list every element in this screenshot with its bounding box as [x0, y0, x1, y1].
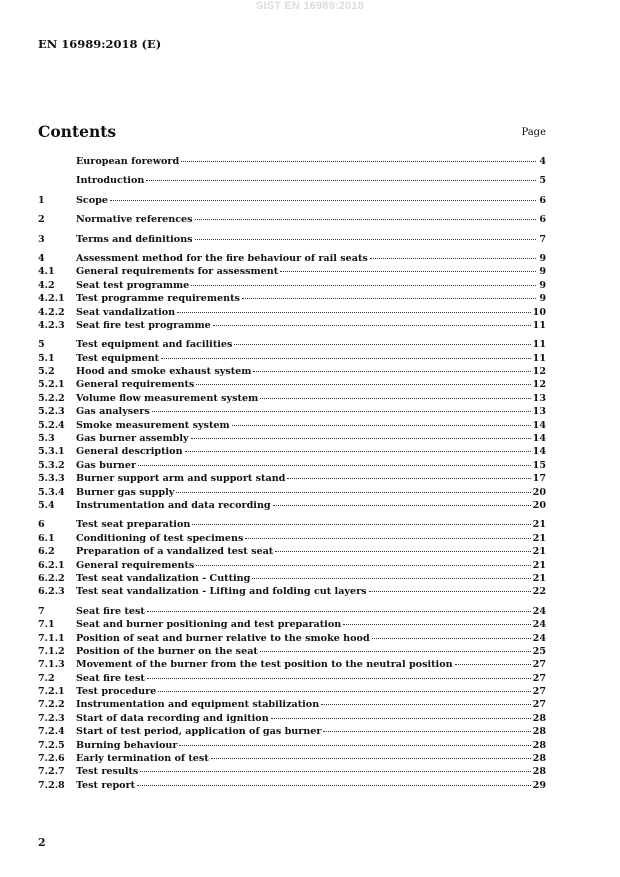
- toc-dot-leader: [245, 538, 530, 539]
- toc-dot-leader: [147, 678, 531, 679]
- toc-dot-leader: [195, 239, 536, 240]
- toc-entry-number: 7.2: [38, 672, 55, 684]
- page-number: 2: [38, 836, 46, 849]
- toc-entry[interactable]: [38, 338, 546, 351]
- toc-entry-number: 4.2: [38, 279, 55, 291]
- toc-group: [38, 213, 546, 226]
- document-id: EN 16989:2018 (E): [38, 37, 162, 51]
- page-column-label: Page: [521, 127, 546, 138]
- toc-dot-leader: [253, 371, 530, 372]
- toc-entry-page: 25: [532, 645, 546, 657]
- toc-dot-leader: [192, 524, 530, 525]
- toc-entry-page: 5: [539, 175, 546, 187]
- toc-entry[interactable]: [38, 518, 546, 531]
- toc-dot-leader: [321, 704, 530, 705]
- toc-dot-leader: [176, 492, 530, 493]
- toc-entry-page: 14: [532, 446, 546, 458]
- toc-dot-leader: [138, 465, 531, 466]
- toc-entry-page: 9: [539, 266, 546, 278]
- toc-entry-number: 5.3: [38, 433, 55, 445]
- toc-entry-title: Test seat vandalization - Lifting and folding cut layers: [76, 586, 367, 598]
- toc-entry[interactable]: [38, 352, 546, 365]
- toc-entry-number: 5.3.1: [38, 446, 65, 458]
- toc-entry-title: Seat fire test: [76, 672, 145, 684]
- toc-entry-page: 27: [532, 699, 546, 711]
- toc-dot-leader: [161, 358, 531, 359]
- toc-dot-leader: [137, 785, 531, 786]
- toc-entry-title: General requirements: [76, 379, 195, 391]
- toc-dot-leader: [191, 438, 531, 439]
- toc-entry-page: 12: [532, 366, 546, 378]
- toc-entry[interactable]: [38, 486, 546, 499]
- toc-dot-leader: [369, 591, 531, 592]
- toc-dot-leader: [196, 565, 530, 566]
- toc-entry-title: Seat fire test: [76, 605, 145, 617]
- toc-entry-number: 7.2.7: [38, 766, 65, 778]
- toc-entry[interactable]: [38, 585, 546, 598]
- toc-entry[interactable]: [38, 618, 546, 631]
- toc-entry-page: 27: [532, 686, 546, 698]
- toc-dot-leader: [372, 638, 531, 639]
- toc-entry-title: General requirements for assessment: [76, 266, 279, 278]
- toc-entry-page: 14: [532, 433, 546, 445]
- toc-entry[interactable]: [38, 213, 546, 226]
- toc-group: [38, 252, 546, 332]
- toc-entry[interactable]: [38, 739, 546, 752]
- toc-entry-title: Test procedure: [76, 686, 157, 698]
- toc-entry-title: Movement of the burner from the test position to the neutral position: [76, 659, 453, 671]
- toc-entry[interactable]: [38, 432, 546, 445]
- toc-entry-page: 20: [532, 486, 546, 498]
- toc-entry-title: Test seat vandalization - Cutting: [76, 572, 251, 584]
- toc-entry[interactable]: [38, 292, 546, 305]
- toc-entry-number: 5.2: [38, 366, 55, 378]
- toc-entry-number: 5.3.3: [38, 473, 65, 485]
- toc-entry-page: 21: [532, 519, 546, 531]
- toc-entry-number: 6: [38, 519, 45, 531]
- toc-entry-number: 7.1.2: [38, 645, 65, 657]
- toc-dot-leader: [252, 578, 530, 579]
- toc-dot-leader: [455, 664, 531, 665]
- toc-entry[interactable]: [38, 572, 546, 585]
- toc-entry-page: 24: [532, 619, 546, 631]
- toc-entry-page: 21: [532, 546, 546, 558]
- toc-dot-leader: [140, 771, 530, 772]
- toc-entry-number: 5.1: [38, 352, 55, 364]
- toc-entry-title: Test results: [76, 766, 139, 778]
- toc-dot-leader: [323, 731, 530, 732]
- toc-entry-title: Gas burner assembly: [76, 433, 189, 445]
- toc-entry[interactable]: [38, 306, 546, 319]
- toc-entry-number: 4.2.1: [38, 293, 65, 305]
- toc-entry-title: Test programme requirements: [76, 293, 240, 305]
- toc-entry-title: Seat vandalization: [76, 306, 176, 318]
- toc-entry[interactable]: [38, 319, 546, 332]
- toc-entry-number: 5.3.4: [38, 486, 65, 498]
- toc-entry-page: 24: [532, 632, 546, 644]
- toc-entry-page: 9: [539, 252, 546, 264]
- toc-dot-leader: [195, 219, 536, 220]
- toc-entry[interactable]: [38, 365, 546, 378]
- toc-entry-title: Conditioning of test specimens: [76, 532, 244, 544]
- toc-entry-title: Volume flow measurement system: [76, 392, 259, 404]
- toc-entry-page: 20: [532, 499, 546, 511]
- toc-entry-title: Position of seat and burner relative to the smoke hood: [76, 632, 370, 644]
- toc-entry-number: 6.2.3: [38, 586, 65, 598]
- toc-group: [38, 605, 546, 792]
- toc-entry-number: 1: [38, 194, 45, 206]
- toc-dot-leader: [177, 312, 531, 313]
- toc-entry-page: 27: [532, 672, 546, 684]
- toc-entry-title: Seat and burner positioning and test preparation: [76, 619, 342, 631]
- toc-dot-leader: [146, 180, 536, 181]
- toc-entry-number: 7.1: [38, 619, 55, 631]
- toc-entry[interactable]: [38, 155, 546, 168]
- toc-entry[interactable]: [38, 712, 546, 725]
- toc-dot-leader: [343, 624, 530, 625]
- toc-entry-number: 5.4: [38, 499, 55, 511]
- toc-entry[interactable]: [38, 378, 546, 391]
- toc-entry-number: 7.2.2: [38, 699, 65, 711]
- toc-dot-leader: [242, 298, 536, 299]
- toc-entry-title: Gas analysers: [76, 406, 150, 418]
- toc-entry-number: 7.2.4: [38, 726, 65, 738]
- toc-entry-page: 24: [532, 605, 546, 617]
- toc-dot-leader: [280, 271, 536, 272]
- toc-dot-leader: [271, 718, 531, 719]
- toc-entry-title: Gas burner: [76, 459, 137, 471]
- toc-entry-title: European foreword: [76, 156, 180, 167]
- toc-entry[interactable]: [38, 779, 546, 792]
- toc-entry-title: Terms and definitions: [76, 233, 193, 245]
- toc-entry-title: Seat test programme: [76, 279, 190, 291]
- toc-entry-title: Scope: [76, 194, 108, 206]
- toc-entry-page: 29: [532, 779, 546, 791]
- toc-group: [38, 194, 546, 207]
- toc-entry[interactable]: [38, 685, 546, 698]
- toc-entry-title: General requirements: [76, 559, 195, 571]
- toc-entry[interactable]: [38, 532, 546, 545]
- toc-entry-title: Burner gas supply: [76, 486, 175, 498]
- toc-entry-number: 3: [38, 233, 45, 245]
- toc-entry-page: 21: [532, 532, 546, 544]
- toc-entry-number: 6.2.1: [38, 559, 65, 571]
- toc-entry-title: Assessment method for the fire behaviour of rail seats: [76, 252, 368, 264]
- toc-entry-page: 12: [532, 379, 546, 391]
- toc-entry[interactable]: [38, 392, 546, 405]
- toc-dot-leader: [275, 551, 530, 552]
- toc-entry-page: 28: [532, 739, 546, 751]
- toc-entry-page: 22: [532, 586, 546, 598]
- toc-entry-number: 5: [38, 339, 45, 351]
- toc-entry-number: 7.2.8: [38, 779, 65, 791]
- toc-dot-leader: [147, 611, 531, 612]
- toc-entry-title: Test equipment and facilities: [76, 339, 233, 351]
- toc-entry-number: 7: [38, 605, 45, 617]
- toc-entry-number: 5.2.2: [38, 392, 65, 404]
- toc-entry-title: Instrumentation and equipment stabilization: [76, 699, 320, 711]
- toc-entry[interactable]: [38, 698, 546, 711]
- toc-entry-title: Position of the burner on the seat: [76, 645, 258, 657]
- toc-entry-page: 13: [532, 406, 546, 418]
- toc-entry[interactable]: [38, 252, 546, 265]
- toc-entry-number: 4.2.2: [38, 306, 65, 318]
- contents-heading: Contents: [38, 122, 117, 141]
- toc-entry-title: Burning behaviour: [76, 739, 178, 751]
- toc-entry-title: Test equipment: [76, 352, 160, 364]
- toc-entry[interactable]: [38, 672, 546, 685]
- toc-entry[interactable]: [38, 725, 546, 738]
- toc-entry-title: General description: [76, 446, 183, 458]
- toc-dot-leader: [260, 651, 531, 652]
- toc-entry-number: 5.2.4: [38, 419, 65, 431]
- toc-entry-page: 28: [532, 753, 546, 765]
- toc-entry-number: 4: [38, 252, 45, 264]
- toc-entry-number: 4.2.3: [38, 319, 65, 331]
- toc-group: [38, 155, 546, 168]
- toc-entry-page: 27: [532, 659, 546, 671]
- toc-entry-number: 7.2.6: [38, 753, 65, 765]
- toc-entry-page: 4: [539, 156, 546, 167]
- toc-entry[interactable]: [38, 265, 546, 278]
- toc-entry[interactable]: [38, 405, 546, 418]
- toc-dot-leader: [158, 691, 530, 692]
- toc-entry-title: Test report: [76, 779, 136, 791]
- watermark: SIST EN 16989:2018: [255, 0, 365, 12]
- toc-entry-page: 28: [532, 766, 546, 778]
- toc-entry[interactable]: [38, 765, 546, 778]
- toc-dot-leader: [191, 285, 536, 286]
- toc-entry-page: 14: [532, 419, 546, 431]
- toc-entry[interactable]: [38, 459, 546, 472]
- toc-entry[interactable]: [38, 233, 546, 246]
- toc-entry[interactable]: [38, 279, 546, 292]
- toc-entry-number: 6.2: [38, 546, 55, 558]
- toc-entry[interactable]: [38, 645, 546, 658]
- toc-entry-title: Test seat preparation: [76, 519, 191, 531]
- toc-dot-leader: [213, 325, 531, 326]
- toc-entry-title: Instrumentation and data recording: [76, 499, 271, 511]
- toc-entry-title: Start of data recording and ignition: [76, 712, 269, 724]
- toc-dot-leader: [110, 200, 536, 201]
- toc-entry[interactable]: [38, 605, 546, 618]
- toc-entry-title: Smoke measurement system: [76, 419, 230, 431]
- toc-entry-number: 6.1: [38, 532, 55, 544]
- toc-entry[interactable]: [38, 472, 546, 485]
- toc-group: [38, 233, 546, 246]
- toc-dot-leader: [181, 161, 536, 162]
- toc-dot-leader: [287, 478, 530, 479]
- toc-entry-page: 11: [532, 352, 546, 364]
- toc-entry-number: 4.1: [38, 266, 55, 278]
- toc-dot-leader: [211, 758, 531, 759]
- toc-dot-leader: [260, 398, 530, 399]
- toc-dot-leader: [234, 344, 530, 345]
- toc-group: [38, 338, 546, 512]
- toc-group: [38, 174, 546, 187]
- toc-entry-title: Introduction: [76, 175, 145, 187]
- toc-entry-number: 2: [38, 214, 45, 226]
- toc-entry-page: 21: [532, 559, 546, 571]
- toc-entry-title: Preparation of a vandalized test seat: [76, 546, 274, 558]
- toc-dot-leader: [179, 745, 530, 746]
- toc-entry-title: Start of test period, application of gas burner: [76, 726, 322, 738]
- toc-entry[interactable]: [38, 632, 546, 645]
- toc-entry[interactable]: [38, 752, 546, 765]
- toc-entry-page: 11: [532, 339, 546, 351]
- toc-entry-page: 17: [532, 473, 546, 485]
- toc-entry[interactable]: [38, 174, 546, 187]
- toc-entry[interactable]: [38, 445, 546, 458]
- toc-entry-title: Hood and smoke exhaust system: [76, 366, 252, 378]
- toc-entry-number: 5.3.2: [38, 459, 65, 471]
- toc-entry-page: 28: [532, 712, 546, 724]
- toc-dot-leader: [152, 411, 531, 412]
- toc-dot-leader: [232, 425, 531, 426]
- toc-group: [38, 518, 546, 598]
- toc-entry-page: 6: [539, 194, 546, 206]
- toc-entry-page: 13: [532, 392, 546, 404]
- toc-entry-page: 10: [532, 306, 546, 318]
- toc-entry-number: 5.2.3: [38, 406, 65, 418]
- toc-entry-title: Early termination of test: [76, 753, 209, 765]
- toc-entry-page: 21: [532, 572, 546, 584]
- toc-entry-number: 6.2.2: [38, 572, 65, 584]
- toc-entry-number: 7.2.1: [38, 686, 65, 698]
- toc-entry-page: 9: [539, 279, 546, 291]
- toc-entry-page: 9: [539, 293, 546, 305]
- toc-entry-page: 11: [532, 319, 546, 331]
- toc-entry[interactable]: [38, 194, 546, 207]
- toc-entry-page: 28: [532, 726, 546, 738]
- toc-dot-leader: [370, 258, 536, 259]
- toc-entry-page: 6: [539, 214, 546, 226]
- toc-entry-number: 7.2.5: [38, 739, 65, 751]
- table-of-contents: [38, 155, 546, 798]
- toc-dot-leader: [185, 451, 531, 452]
- toc-entry[interactable]: [38, 658, 546, 671]
- toc-entry-title: Burner support arm and support stand: [76, 473, 286, 485]
- toc-entry-number: 7.1.3: [38, 659, 65, 671]
- toc-entry[interactable]: [38, 499, 546, 512]
- toc-entry-number: 5.2.1: [38, 379, 65, 391]
- toc-entry-number: 7.1.1: [38, 632, 65, 644]
- toc-dot-leader: [196, 384, 530, 385]
- toc-entry-number: 7.2.3: [38, 712, 65, 724]
- toc-entry-page: 15: [532, 459, 546, 471]
- toc-entry[interactable]: [38, 545, 546, 558]
- toc-entry-page: 7: [539, 233, 546, 245]
- toc-entry[interactable]: [38, 559, 546, 572]
- toc-entry-title: Seat fire test programme: [76, 319, 211, 331]
- toc-entry-title: Normative references: [76, 214, 193, 226]
- toc-dot-leader: [273, 505, 531, 506]
- toc-entry[interactable]: [38, 419, 546, 432]
